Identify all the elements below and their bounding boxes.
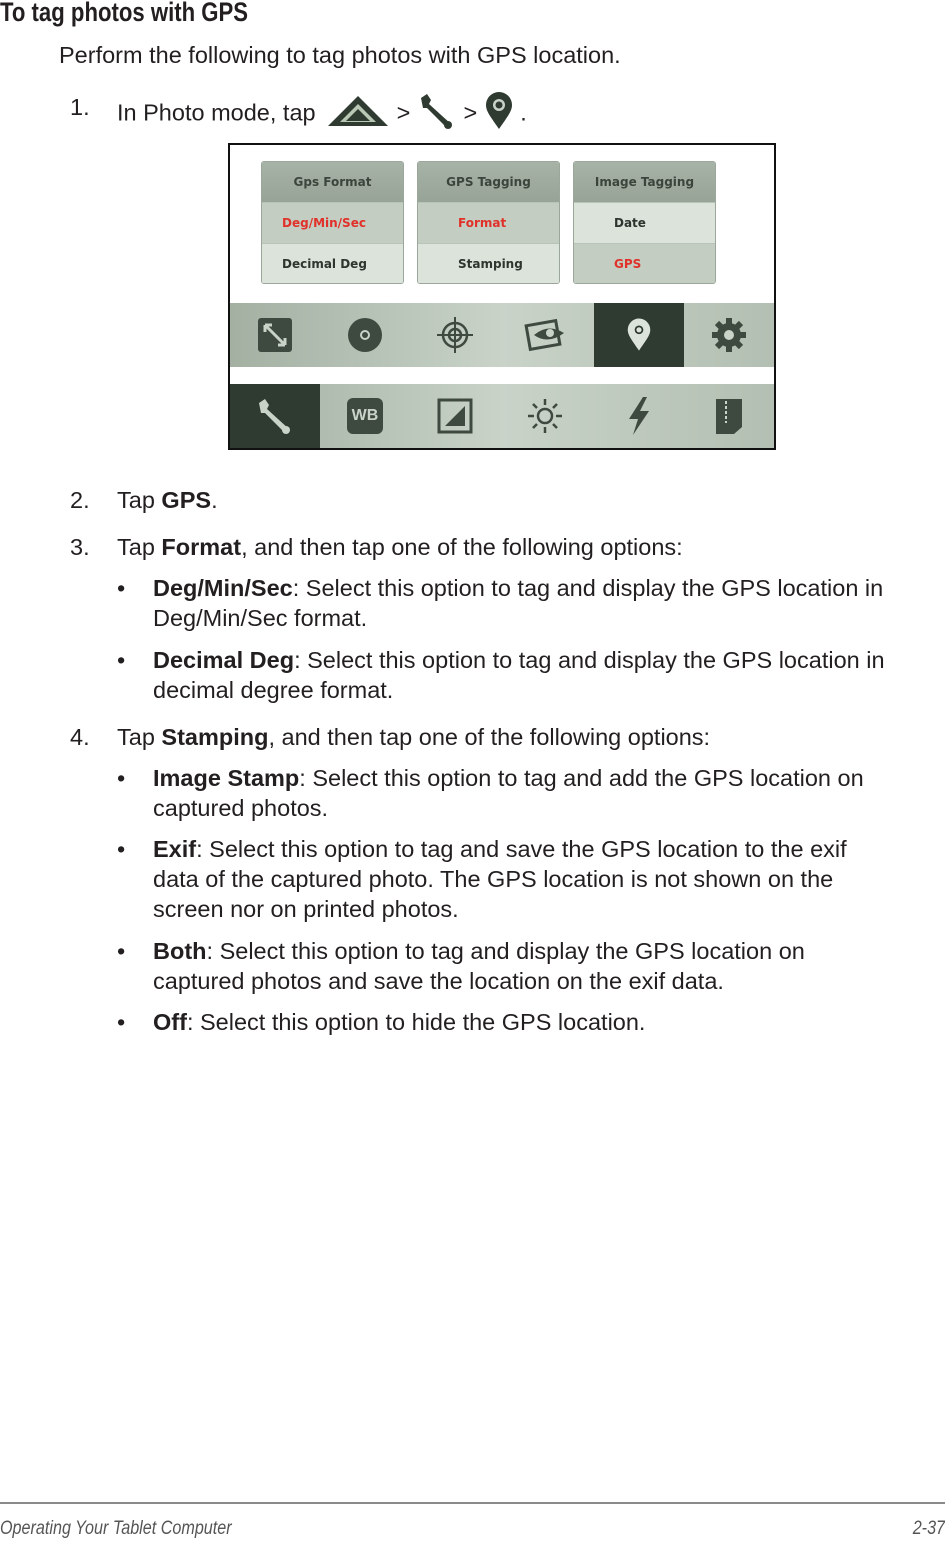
option-name: Decimal Deg	[153, 647, 295, 673]
crosshair-icon[interactable]	[410, 303, 500, 367]
step-1-line	[117, 92, 527, 137]
gps-pin-icon[interactable]	[594, 303, 684, 367]
brightness-icon[interactable]	[500, 384, 590, 448]
page-number: 2-37	[912, 1518, 945, 1539]
camera-menu-icon	[326, 94, 390, 135]
menu-header: GPS Tagging	[418, 162, 559, 202]
menu-item-format[interactable]: Format	[418, 202, 559, 243]
step-number: 2.	[70, 487, 90, 513]
menu-gps-tagging	[417, 161, 560, 284]
bullet: •	[117, 1009, 126, 1035]
eye-photo-icon[interactable]	[500, 303, 590, 367]
step-text: Tap	[117, 534, 162, 560]
menu-item-date[interactable]: Date	[574, 202, 715, 243]
step-text: In Photo mode, tap	[117, 99, 316, 126]
step-number: 4.	[70, 724, 90, 750]
step-2-line	[117, 485, 218, 515]
camera-settings-screenshot	[228, 143, 776, 450]
option-name: Exif	[153, 836, 197, 862]
option-description: : Select this option to tag and display the GPS location in Deg/Min/Sec format.	[153, 575, 884, 631]
separator: >	[396, 99, 411, 126]
disc-icon[interactable]	[320, 303, 410, 367]
step-number: 3.	[70, 534, 90, 560]
resize-icon[interactable]	[230, 303, 320, 367]
step-4-line	[117, 722, 710, 752]
menu-gps-format	[261, 161, 404, 284]
step-text: , and then tap one of the following options:	[268, 724, 711, 750]
wrench-icon[interactable]	[230, 384, 320, 448]
step-keyword: Stamping	[161, 724, 269, 750]
step-keyword: GPS	[161, 487, 212, 513]
menu-header: Gps Format	[262, 162, 403, 202]
section-title: To tag photos with GPS	[0, 0, 249, 27]
step-1	[0, 92, 945, 124]
top-toolbar	[230, 303, 774, 367]
bottom-toolbar	[230, 384, 774, 448]
menu-item-decimal-deg[interactable]: Decimal Deg	[262, 243, 403, 284]
option-name: Off	[153, 1009, 187, 1035]
footer-chapter: Operating Your Tablet Computer	[0, 1518, 232, 1539]
intro-text: Perform the following to tag photos with GPS location.	[59, 42, 621, 68]
step-text: .	[211, 487, 218, 513]
option-description: : Select this option to tag and add the GPS location on captured photos.	[153, 765, 864, 821]
gps-pin-icon	[484, 92, 514, 137]
menu-item-deg-min-sec[interactable]: Deg/Min/Sec	[262, 202, 403, 243]
period: .	[520, 99, 527, 126]
bullet: •	[117, 836, 126, 862]
wb-label: WB	[347, 398, 383, 434]
option-description: : Select this option to tag and display the GPS location on captured photos and save the location on the exif data.	[153, 938, 805, 994]
menu-item-gps[interactable]: GPS	[574, 243, 715, 284]
step-keyword: Format	[161, 534, 242, 560]
flash-icon[interactable]	[594, 384, 684, 448]
bullet: •	[117, 575, 126, 601]
menu-image-tagging	[573, 161, 716, 284]
option-description: : Select this option to tag and display the GPS location in decimal degree format.	[153, 647, 885, 703]
bullet: •	[117, 647, 126, 673]
option-name: Both	[153, 938, 207, 964]
step-text: Tap	[117, 724, 162, 750]
menu-header: Image Tagging	[574, 162, 715, 202]
bullet: •	[117, 938, 126, 964]
menu-item-stamping[interactable]: Stamping	[418, 243, 559, 284]
separator: >	[463, 99, 478, 126]
footer-divider	[0, 1502, 945, 1504]
bullet: •	[117, 765, 126, 791]
option-description: : Select this option to tag and save the GPS location to the exif data of the captured photo. The GPS location is not shown on the screen nor on printed photos.	[153, 836, 847, 922]
zip-file-icon[interactable]	[684, 384, 774, 448]
step-text: , and then tap one of the following options:	[241, 534, 683, 560]
exposure-icon[interactable]	[410, 384, 500, 448]
wrench-icon	[417, 92, 457, 137]
step-number: 1.	[70, 94, 90, 120]
option-description: : Select this option to hide the GPS location.	[186, 1009, 646, 1035]
gear-icon[interactable]	[684, 303, 774, 367]
option-name: Deg/Min/Sec	[153, 575, 293, 601]
option-name: Image Stamp	[153, 765, 300, 791]
step-text: Tap	[117, 487, 162, 513]
step-3-line	[117, 532, 683, 562]
wb-icon[interactable]	[320, 384, 410, 448]
